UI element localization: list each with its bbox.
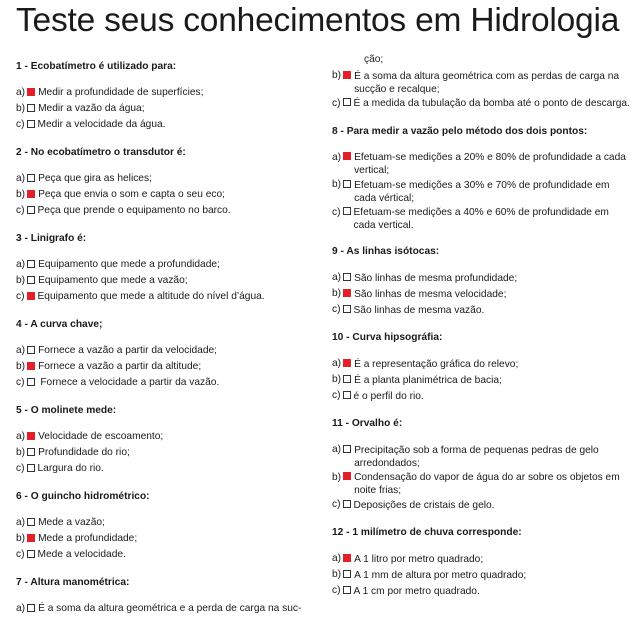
question-title: 9 - As linhas isótocas: xyxy=(332,246,440,257)
option-text: É a soma da altura geométrica e a perda de carga na suc- xyxy=(38,603,302,614)
option-letter: a) xyxy=(16,345,26,356)
option-text: Precipitação sob a forma de pequenas pedras de gelo arredondados; xyxy=(354,444,599,469)
option-letter: b) xyxy=(16,361,26,372)
option-letter: a) xyxy=(16,603,26,614)
answer-option[interactable] xyxy=(332,551,632,567)
answer-option[interactable] xyxy=(332,302,632,318)
answer-option[interactable] xyxy=(16,117,316,133)
answer-option[interactable] xyxy=(16,601,316,617)
option-letter: a) xyxy=(332,444,342,455)
option-text: É a planta planimétrica de bacia; xyxy=(354,374,502,386)
question xyxy=(16,404,316,477)
answer-option[interactable] xyxy=(16,273,316,289)
answer-option[interactable] xyxy=(332,150,632,178)
unchecked-box-icon[interactable] xyxy=(343,586,351,594)
question-title: 6 - O guincho hidrométrico: xyxy=(16,491,150,502)
question-title: 5 - O molinete mede: xyxy=(16,405,117,416)
question xyxy=(16,232,316,305)
unchecked-box-icon[interactable] xyxy=(343,207,351,215)
answer-option[interactable] xyxy=(332,372,632,388)
option-text: Peça que gira as helices; xyxy=(38,173,152,184)
right-column xyxy=(332,52,632,599)
continued-text: ção; xyxy=(364,54,384,65)
answer-option[interactable] xyxy=(332,356,632,372)
option-text: Fornece a vazão a partir da velocidade; xyxy=(38,345,218,356)
option-letter: a) xyxy=(332,358,342,369)
option-letter: c) xyxy=(332,206,341,218)
answer-option[interactable] xyxy=(332,68,632,96)
answer-option[interactable] xyxy=(16,257,316,273)
option-text: Velocidade de escoamento; xyxy=(38,431,164,442)
option-text: Fornece a vazão a partir da altitude; xyxy=(38,361,202,372)
option-letter: c) xyxy=(16,463,25,474)
question xyxy=(16,60,316,133)
option-letter: a) xyxy=(16,431,26,442)
unchecked-box-icon[interactable] xyxy=(27,518,35,526)
option-letter: a) xyxy=(16,173,26,184)
option-letter: c) xyxy=(332,390,341,401)
option-text: É a representação gráfica do relevo; xyxy=(354,358,519,370)
option-text: Fornece a velocidade a partir da vazão. xyxy=(37,377,220,388)
answer-option[interactable] xyxy=(16,461,316,477)
option-letter: c) xyxy=(332,97,341,109)
answer-option[interactable] xyxy=(332,470,632,498)
question xyxy=(332,526,632,599)
option-letter: b) xyxy=(16,103,26,114)
question-title: 3 - Linigrafo é: xyxy=(16,233,87,244)
answer-option[interactable] xyxy=(332,96,632,112)
unchecked-box-icon[interactable] xyxy=(343,273,351,281)
option-letter: a) xyxy=(16,259,26,270)
option-letter: b) xyxy=(332,179,342,190)
question xyxy=(16,490,316,563)
answer-option[interactable] xyxy=(16,343,316,359)
option-letter: a) xyxy=(332,272,342,283)
option-letter: b) xyxy=(332,374,342,385)
unchecked-box-icon[interactable] xyxy=(27,104,35,112)
option-text: Efetuam-se medições a 30% e 70% de profundidade em cada vértical; xyxy=(354,179,610,204)
checked-box-icon[interactable] xyxy=(343,472,351,480)
option-letter: a) xyxy=(16,517,26,528)
answer-option[interactable] xyxy=(332,497,632,513)
unchecked-box-icon[interactable] xyxy=(343,305,351,313)
unchecked-box-icon[interactable] xyxy=(27,346,35,354)
unchecked-box-icon[interactable] xyxy=(27,260,35,268)
option-letter: c) xyxy=(16,377,25,388)
checked-box-icon[interactable] xyxy=(27,292,35,300)
option-text: Mede a velocidade. xyxy=(37,549,126,560)
option-text: A 1 cm por metro quadrado. xyxy=(353,585,480,597)
question xyxy=(332,245,632,318)
answer-option[interactable] xyxy=(16,429,316,445)
checked-box-icon[interactable] xyxy=(27,190,35,198)
checked-box-icon[interactable] xyxy=(343,71,351,79)
option-text: Peça que envia o som e capta o seu eco; xyxy=(38,189,225,200)
option-text: Medir a vazão da água; xyxy=(38,103,145,114)
question-title: 4 - A curva chave; xyxy=(16,319,103,330)
answer-option[interactable] xyxy=(332,286,632,302)
option-letter: a) xyxy=(332,151,342,163)
checked-box-icon[interactable] xyxy=(27,432,35,440)
option-text: Peça que prende o equipamento no barco. xyxy=(37,205,231,216)
option-letter: c) xyxy=(332,499,341,510)
checked-box-icon[interactable] xyxy=(27,88,35,96)
question-title: 7 - Altura manométrica: xyxy=(16,577,130,588)
unchecked-box-icon[interactable] xyxy=(343,375,351,383)
answer-option[interactable] xyxy=(16,203,316,219)
option-letter: c) xyxy=(332,304,341,315)
unchecked-box-icon[interactable] xyxy=(27,174,35,182)
answer-option[interactable] xyxy=(16,101,316,117)
checked-box-icon[interactable] xyxy=(343,359,351,367)
option-letter: b) xyxy=(16,275,26,286)
option-text: São linhas de mesma profundidade; xyxy=(354,272,518,284)
question xyxy=(16,318,316,391)
answer-option[interactable] xyxy=(16,531,316,547)
option-text: Medir a profundidade de superfícies; xyxy=(38,87,204,98)
option-text: Condensação do vapor de água do ar sobre os objetos em noite frias; xyxy=(354,472,620,496)
answer-option[interactable] xyxy=(16,85,316,101)
answer-option[interactable] xyxy=(332,270,632,286)
unchecked-box-icon[interactable] xyxy=(27,448,35,456)
unchecked-box-icon[interactable] xyxy=(27,276,35,284)
answer-option[interactable] xyxy=(332,177,632,205)
option-text: A 1 mm de altura por metro quadrado; xyxy=(354,569,527,581)
option-letter: b) xyxy=(332,288,342,299)
answer-option[interactable] xyxy=(332,388,632,404)
option-letter: b) xyxy=(16,189,26,200)
question-title: 1 - Ecobatímetro é utilizado para: xyxy=(16,61,177,72)
unchecked-box-icon[interactable] xyxy=(343,500,351,508)
question-title: 10 - Curva hipsográfia: xyxy=(332,332,443,343)
checked-box-icon[interactable] xyxy=(343,554,351,562)
answer-option[interactable] xyxy=(332,567,632,583)
question-title: 11 - Orvalho é: xyxy=(332,418,403,429)
option-text: É a soma da altura geométrica com as perdas de carga na sucção e recalque; xyxy=(354,70,620,95)
unchecked-box-icon[interactable] xyxy=(27,120,35,128)
answer-option[interactable] xyxy=(16,445,316,461)
option-letter: b) xyxy=(16,447,26,458)
left-column xyxy=(16,60,316,617)
option-letter: b) xyxy=(332,471,342,483)
option-text: Mede a vazão; xyxy=(38,517,105,528)
option-letter: a) xyxy=(16,87,26,98)
option-text: Efetuam-se medições a 20% e 80% de profundidade a cada vertical; xyxy=(354,152,626,176)
option-letter: b) xyxy=(332,70,342,81)
option-letter: c) xyxy=(16,205,25,216)
checked-box-icon[interactable] xyxy=(27,362,35,370)
question xyxy=(16,576,316,617)
checked-box-icon[interactable] xyxy=(343,152,351,160)
option-text: Deposições de cristais de gelo. xyxy=(353,499,495,511)
checked-box-icon[interactable] xyxy=(27,534,35,542)
page-title: Teste seus conhecimentos em Hidrologia xyxy=(16,2,620,39)
unchecked-box-icon[interactable] xyxy=(343,391,351,399)
unchecked-box-icon[interactable] xyxy=(343,98,351,106)
question xyxy=(16,146,316,219)
option-text: Mede a profundidade; xyxy=(38,533,138,544)
unchecked-box-icon[interactable] xyxy=(27,604,35,612)
answer-option[interactable] xyxy=(16,515,316,531)
unchecked-box-icon[interactable] xyxy=(343,445,351,453)
unchecked-box-icon[interactable] xyxy=(27,378,35,386)
question-title: 2 - No ecobatímetro o transdutor é: xyxy=(16,147,186,158)
option-letter: a) xyxy=(332,553,342,564)
answer-option[interactable] xyxy=(332,205,632,233)
option-text: Efetuam-se medições a 40% e 60% de profundidade em cada vertical. xyxy=(353,207,609,231)
unchecked-box-icon[interactable] xyxy=(343,180,351,188)
answer-option[interactable] xyxy=(16,171,316,187)
question-title: 8 - Para medir a vazão pelo método dos dois pontos: xyxy=(332,125,588,137)
option-text: Medir a velocidade da água. xyxy=(37,119,166,130)
option-text: é o perfil do rio. xyxy=(353,390,424,402)
answer-option[interactable] xyxy=(16,547,316,563)
answer-option[interactable] xyxy=(332,583,632,599)
answer-option[interactable] xyxy=(16,187,316,203)
option-letter: c) xyxy=(16,291,25,302)
question xyxy=(332,125,632,233)
option-text: Largura do rio. xyxy=(37,463,104,474)
option-letter: b) xyxy=(332,569,342,580)
checked-box-icon[interactable] xyxy=(343,289,351,297)
option-text: Profundidade do rio; xyxy=(38,447,130,458)
answer-option[interactable] xyxy=(16,375,316,391)
option-text: Equipamento que mede a profundidade; xyxy=(38,259,220,270)
option-text: É a medida da tubulação da bomba até o ponto de descarga. xyxy=(353,98,630,109)
option-text: São linhas de mesma velocidade; xyxy=(354,288,507,300)
answer-option[interactable] xyxy=(332,442,632,470)
option-letter: c) xyxy=(16,119,25,130)
unchecked-box-icon[interactable] xyxy=(27,464,35,472)
option-text: A 1 litro por metro quadrado; xyxy=(354,553,484,565)
unchecked-box-icon[interactable] xyxy=(27,550,35,558)
answer-option[interactable] xyxy=(16,289,316,305)
question-title: 12 - 1 milímetro de chuva corresponde: xyxy=(332,527,522,538)
option-letter: c) xyxy=(332,585,341,596)
option-text: Equipamento que mede a altitude do nível d’água. xyxy=(37,291,265,302)
question xyxy=(332,417,632,513)
answer-option[interactable] xyxy=(16,359,316,375)
unchecked-box-icon[interactable] xyxy=(27,206,35,214)
question xyxy=(332,331,632,404)
unchecked-box-icon[interactable] xyxy=(343,570,351,578)
option-letter: b) xyxy=(16,533,26,544)
option-letter: c) xyxy=(16,549,25,560)
option-text: Equipamento que mede a vazão; xyxy=(38,275,188,286)
option-text: São linhas de mesma vazão. xyxy=(353,304,485,316)
